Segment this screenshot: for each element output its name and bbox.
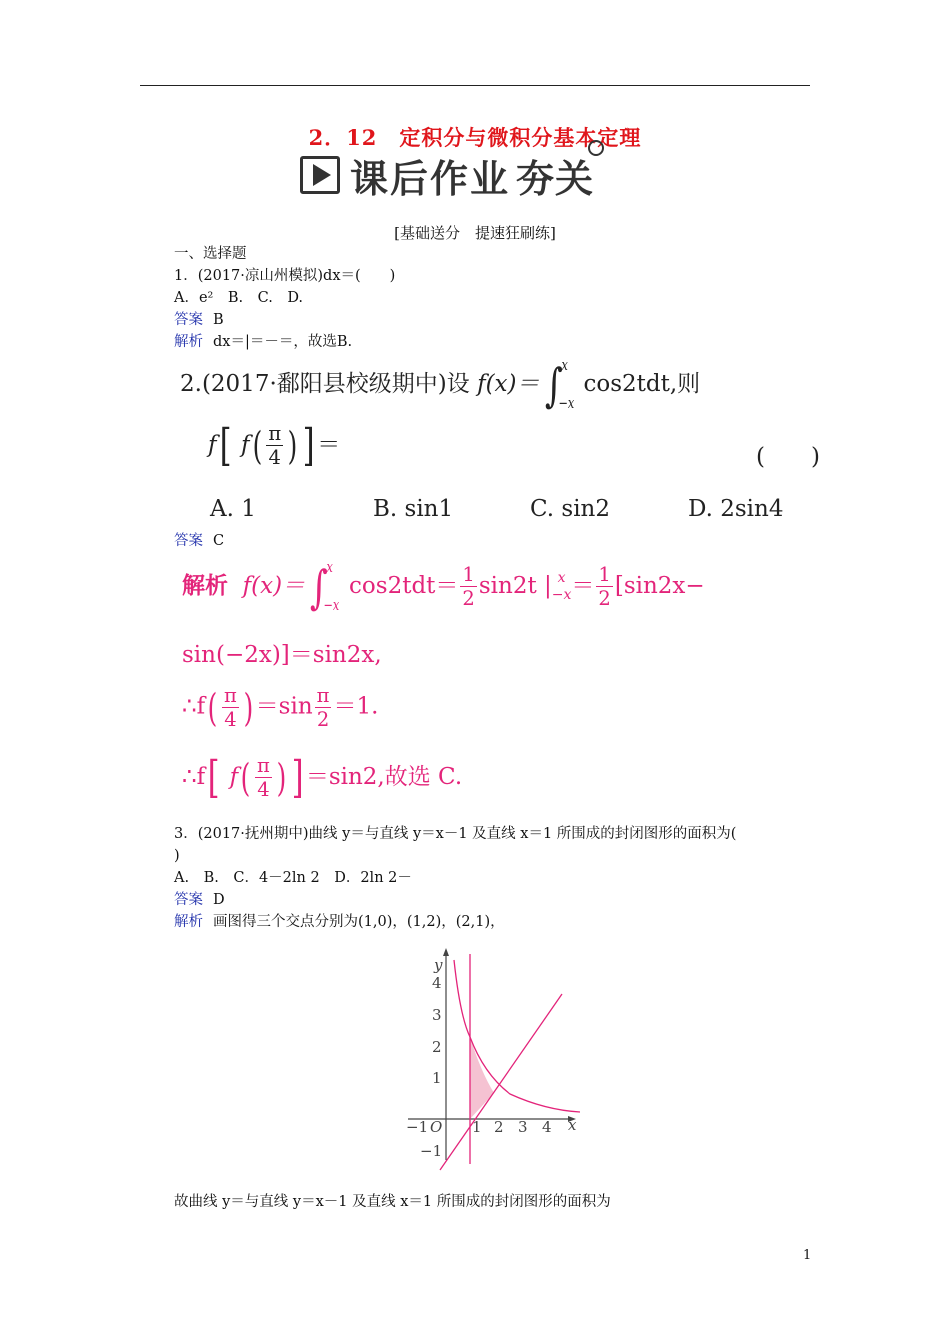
q3-stem-end: ) <box>174 848 180 864</box>
q1-answer: 答案 B <box>174 312 224 328</box>
q3-analysis: 解析 画图得三个交点分别为(1,0)，(1,2)，(2,1)， <box>174 914 505 930</box>
integral-sign-2: ∫ x −x <box>310 558 340 614</box>
q2-expression: f[ f( $\frac{\pi}{4}$ ) ] ＝ <box>208 420 341 471</box>
subtitle: [基础送分 提速狂刷练] <box>394 224 556 242</box>
q3-options: A. B. C．4－2ln 2 D．2ln 2－ <box>174 870 412 886</box>
q2-option-c: C. sin2 <box>530 496 611 522</box>
x-tick-2: 2 <box>494 1118 504 1136</box>
q2-paren: ( ) <box>756 444 820 470</box>
page-number: 1 <box>803 1248 812 1263</box>
q3-conclusion: 故曲线 y＝与直线 y＝x－1 及直线 x＝1 所围成的封闭图形的面积为 <box>174 1194 611 1210</box>
q1-stem: 1．(2017·凉山州模拟)dx＝( ) <box>174 268 396 284</box>
x-tick-4: 4 <box>542 1118 552 1136</box>
region-graph <box>380 932 610 1172</box>
y-tick-2: 2 <box>432 1038 442 1056</box>
play-icon <box>300 156 340 194</box>
integral-sign: ∫ x −x <box>544 356 574 412</box>
y-tick-neg1: −1 <box>420 1142 443 1160</box>
q2-solution-line2: sin(−2x)]＝sin2x, <box>182 642 382 668</box>
q3-stem: 3．(2017·抚州期中)曲线 y＝与直线 y＝x－1 及直线 x＝1 所围成的封闭图形的面积为( <box>174 826 737 842</box>
q1-analysis: 解析 dx＝|＝－＝，故选B. <box>174 334 353 350</box>
y-axis-label: y <box>434 956 443 974</box>
section-label: 一、选择题 <box>174 246 247 262</box>
q2-solution-line3: ∴f( $\frac{\pi}{4}$ ) ＝sin $\frac{\pi}{2}$ ＝1. <box>182 684 379 731</box>
y-tick-3: 3 <box>432 1006 442 1024</box>
q2-solution-line4: ∴f[ f( $\frac{\pi}{4}$ ) ] ＝sin2,故选 C. <box>182 752 463 803</box>
shaded-region <box>470 1037 494 1119</box>
y-tick-1: 1 <box>432 1069 442 1087</box>
ring-icon <box>588 140 604 156</box>
x-tick-neg1: −1 <box>406 1118 429 1136</box>
banner-text: 课后作业 <box>350 156 511 201</box>
header-rule <box>140 85 810 86</box>
q2-solution-line1: 解析 f(x)＝ ∫ x −x cos2tdt＝ $\frac{1}{2}$ sin2t | x −x ＝ $\frac{1}{2}$ [sin2x− <box>182 558 705 614</box>
q2-option-d: D. 2sin4 <box>688 496 784 522</box>
x-tick-1: 1 <box>472 1118 482 1136</box>
page-title: 2．12 定积分与微积分基本定理 <box>308 125 642 150</box>
q3-answer: 答案 D <box>174 892 225 908</box>
banner <box>300 152 595 201</box>
x-tick-3: 3 <box>518 1118 528 1136</box>
y-tick-4: 4 <box>432 974 442 992</box>
origin-label: O <box>430 1118 443 1136</box>
q2-option-a: A. 1 <box>210 496 256 522</box>
banner-logo: 夯关 <box>516 148 594 203</box>
y-axis-arrow <box>443 948 449 956</box>
q2-stem: 2.(2017·鄱阳县校级期中)设 f(x)＝ ∫ x −x cos2tdt,则 <box>180 356 701 412</box>
q2-answer: 答案 C <box>174 533 225 549</box>
q2-option-b: B. sin1 <box>373 496 454 522</box>
line-y-equals-x-minus-1 <box>440 994 562 1170</box>
q1-options: A．e² B. C. D. <box>174 290 304 306</box>
x-axis-label: x <box>568 1116 577 1134</box>
